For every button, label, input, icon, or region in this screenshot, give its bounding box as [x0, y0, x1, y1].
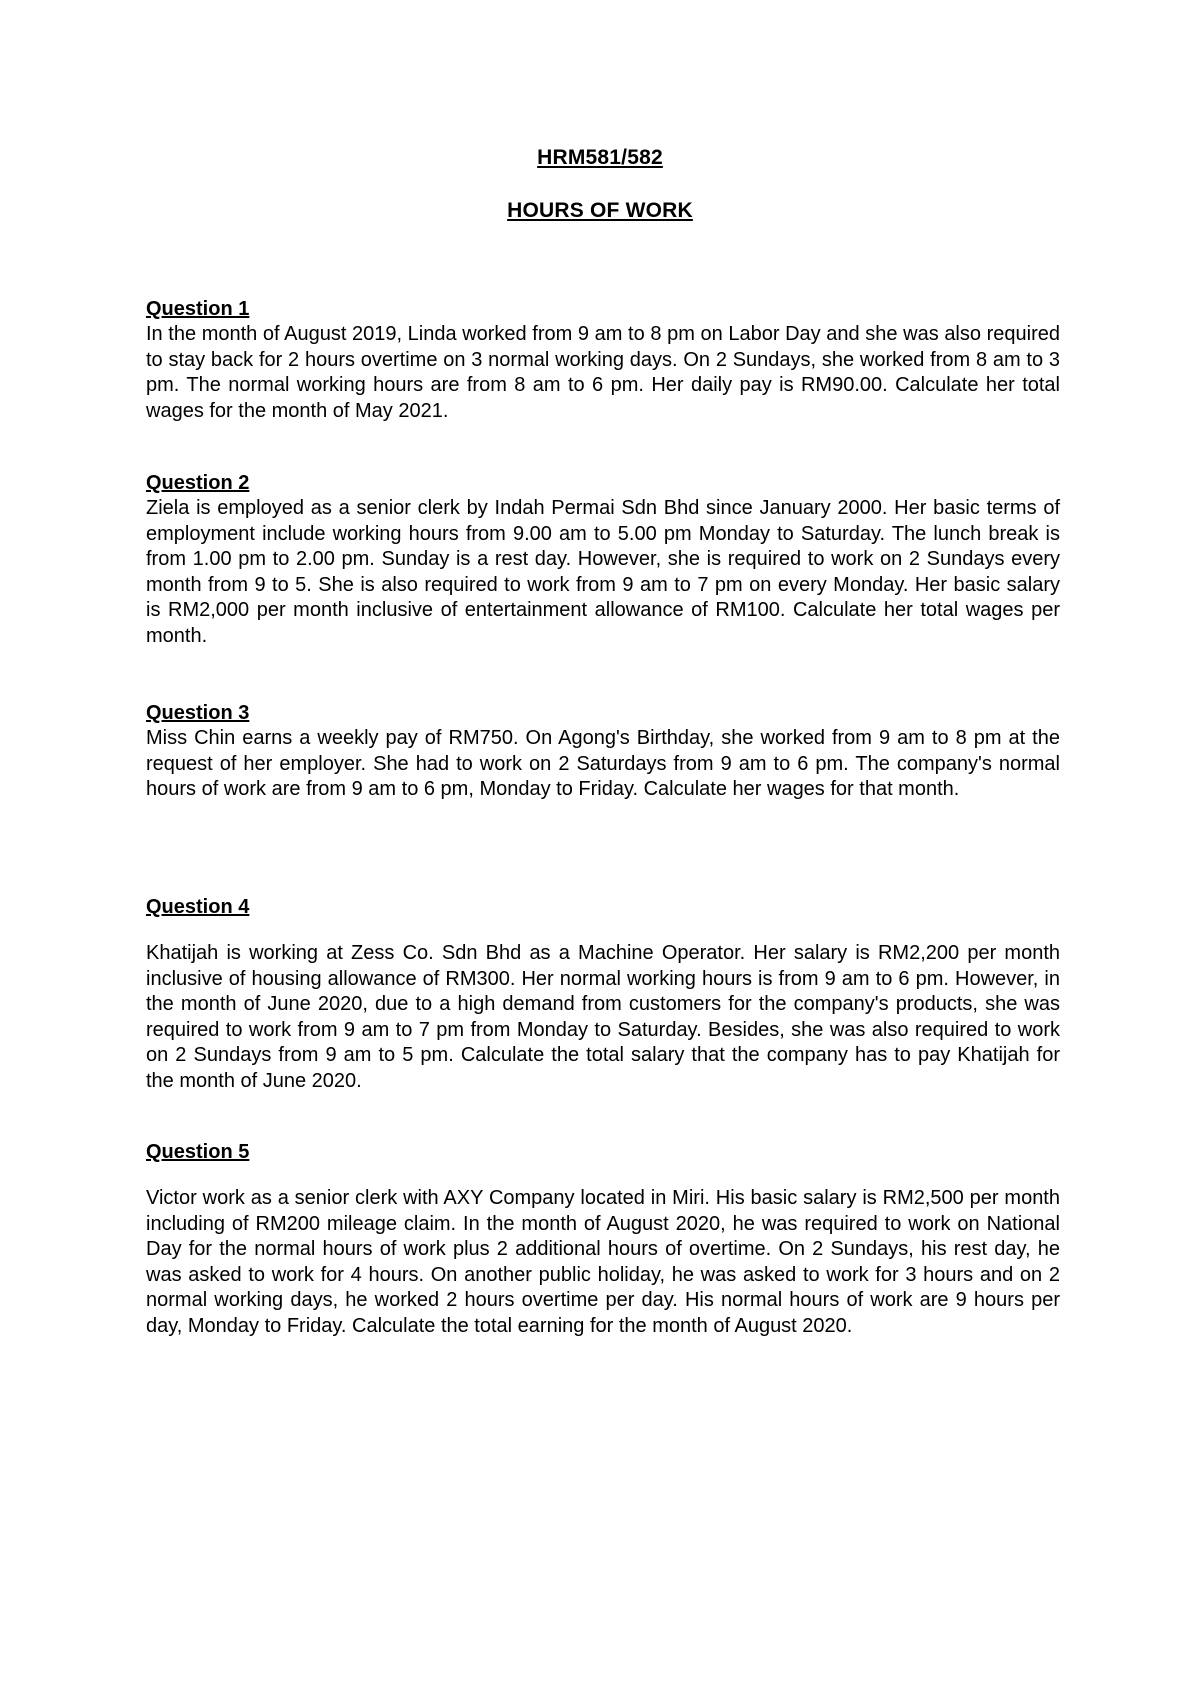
question-3: [146, 700, 1060, 803]
question-5-body: Victor work as a senior clerk with AXY Company located in Miri. His basic salary is RM2,500 per month including of RM200 mileage claim. In the month of August 2020, he was required to work on National Day for the normal hours of work plus 2 additional hours of overtime. On 2 Sundays, his rest day, he was asked to work for 4 hours. On another public holiday, he was asked to work for 3 hours and on 2 normal working days, he worked 2 hours overtime per day. His normal hours of work are 9 hours per day, Monday to Friday. Calculate the total earning for the month of August 2020.: [146, 1187, 1060, 1337]
question-4-heading: Question 4: [146, 896, 250, 918]
question-5-heading: Question 5: [146, 1141, 250, 1163]
question-1-heading: Question 1: [146, 298, 250, 320]
course-code: HRM581/582: [537, 146, 663, 169]
question-1: [146, 296, 1060, 424]
question-4-body: Khatijah is working at Zess Co. Sdn Bhd as a Machine Operator. Her salary is RM2,200 per month inclusive of housing allowance of RM300. Her normal working hours is from 9 am to 6 pm. However, in the month of June 2020, due to a high demand from customers for the company's products, she was required to work from 9 am to 7 pm from Monday to Saturday. Besides, she was also required to work on 2 Sundays from 9 am to 5 pm. Calculate the total salary that the company has to pay Khatijah for the month of June 2020.: [146, 942, 1060, 1092]
page-title: HOURS OF WORK: [507, 199, 693, 222]
question-4: [146, 894, 1060, 1095]
question-2-body: Ziela is employed as a senior clerk by Indah Permai Sdn Bhd since January 2000. Her basic terms of employment include working hours from 9.00 am to 5.00 pm Monday to Saturday. The lunch break is from 1.00 pm to 2.00 pm. Sunday is a rest day. However, she is required to work on 2 Sundays every month from 9 to 5. She is also required to work from 9 am to 7 pm on every Monday. Her basic salary is RM2,000 per month inclusive of entertainment allowance of RM100. Calculate her total wages per month.: [146, 497, 1060, 647]
question-2: [146, 470, 1060, 650]
question-2-heading: Question 2: [146, 472, 250, 494]
question-3-body: Miss Chin earns a weekly pay of RM750. On Agong's Birthday, she worked from 9 am to 8 pm at the request of her employer. She had to work on 2 Saturdays from 9 am to 6 pm. The company's normal hours of work are from 9 am to 6 pm, Monday to Friday. Calculate her wages for that month.: [146, 727, 1060, 801]
question-3-heading: Question 3: [146, 702, 250, 724]
question-5: [146, 1139, 1060, 1340]
question-1-body: In the month of August 2019, Linda worked from 9 am to 8 pm on Labor Day and she was also required to stay back for 2 hours overtime on 3 normal working days. On 2 Sundays, she worked from 8 am to 3 pm. The normal working hours are from 8 am to 6 pm. Her daily pay is RM90.00. Calculate her total wages for the month of May 2021.: [146, 323, 1060, 422]
